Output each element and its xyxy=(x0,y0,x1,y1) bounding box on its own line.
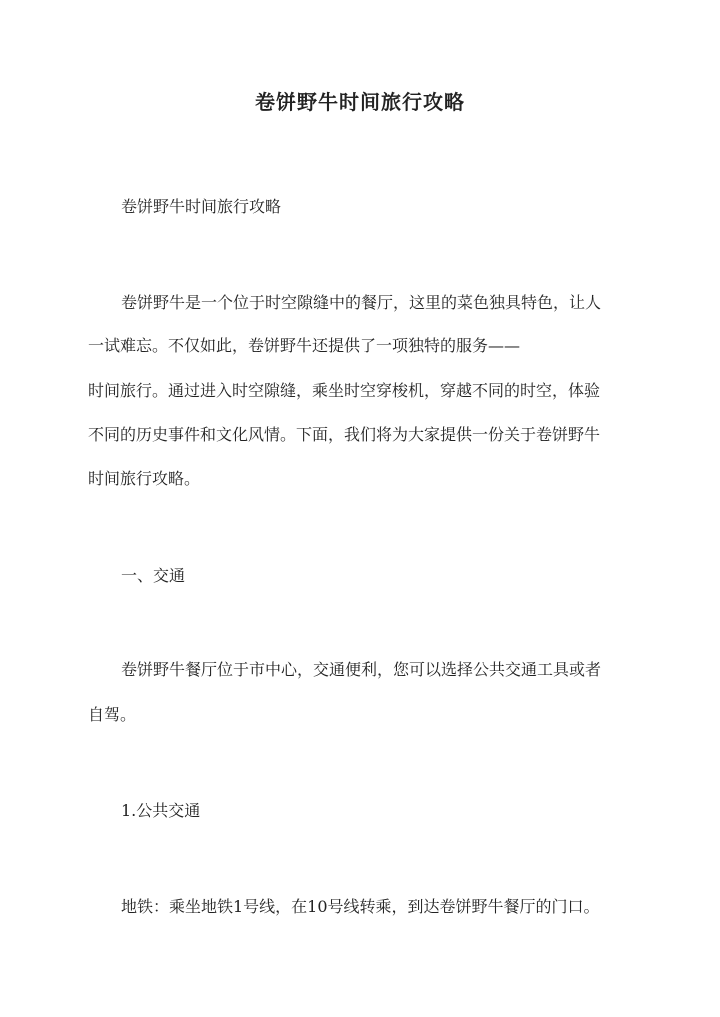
intro-line-5: 时间旅行攻略。 xyxy=(88,469,201,488)
subtitle: 卷饼野牛时间旅行攻略 xyxy=(121,197,282,216)
transport-line-2: 自驾。 xyxy=(88,705,137,724)
intro-line-2: 一试难忘。不仅如此，卷饼野牛还提供了一项独特的服务—— xyxy=(88,336,521,355)
metro-line: 地铁：乘坐地铁1号线，在10号线转乘，到达卷饼野牛餐厅的门口。 xyxy=(121,897,600,916)
subsection-heading-public-transport: 1.公共交通 xyxy=(121,801,201,820)
document-title: 卷饼野牛时间旅行攻略 xyxy=(255,90,465,114)
intro-line-3: 时间旅行。通过进入时空隙缝，乘坐时空穿梭机，穿越不同的时空，体验 xyxy=(88,381,601,400)
section-heading-transport: 一、交通 xyxy=(121,566,186,585)
intro-line-4: 不同的历史事件和文化风情。下面，我们将为大家提供一份关于卷饼野牛 xyxy=(88,425,601,444)
transport-line-1: 卷饼野牛餐厅位于市中心，交通便利，您可以选择公共交通工具或者 xyxy=(121,660,602,679)
intro-line-1: 卷饼野牛是一个位于时空隙缝中的餐厅，这里的菜色独具特色，让人 xyxy=(121,293,602,312)
